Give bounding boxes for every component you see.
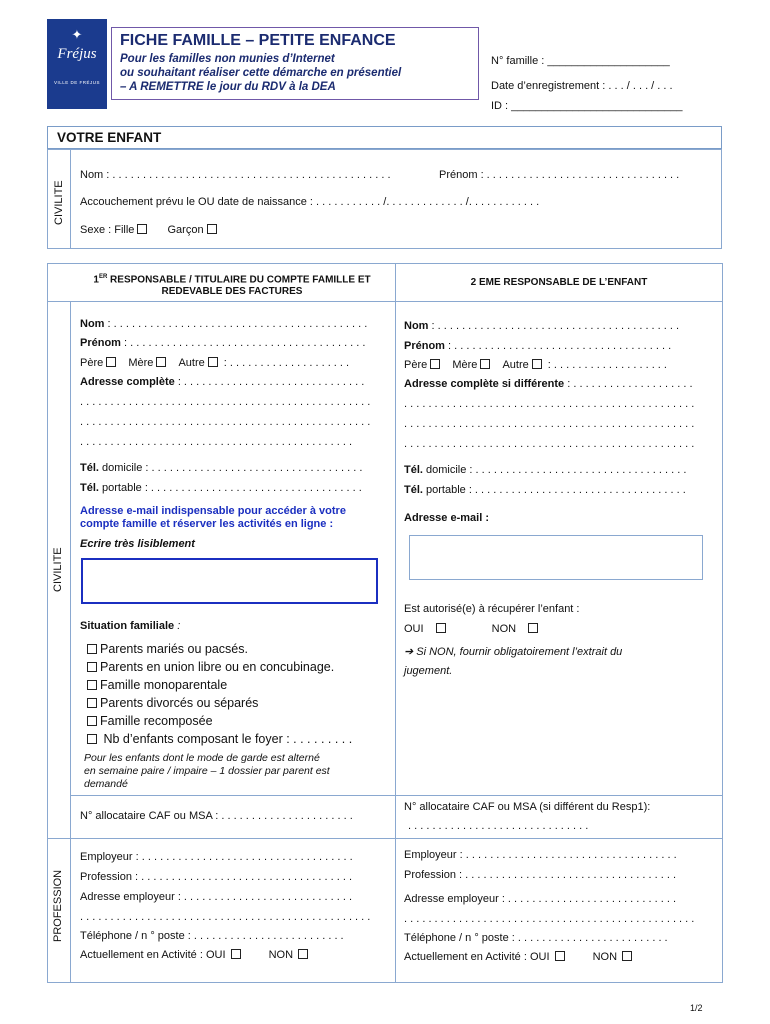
resp1-activite-oui-checkbox[interactable] (231, 949, 241, 959)
situation-checkbox[interactable] (87, 734, 97, 744)
resp1-autre-checkbox[interactable] (208, 357, 218, 367)
resp1-activite-non-checkbox[interactable] (298, 949, 308, 959)
resp2-mere-checkbox[interactable] (480, 359, 490, 369)
fille-checkbox[interactable] (137, 224, 147, 234)
situation-checkbox[interactable] (87, 716, 97, 726)
resp2-autre-checkbox[interactable] (532, 359, 542, 369)
situation-item: Parents mariés ou pacsés. (84, 642, 248, 656)
resp2-email-field[interactable] (409, 535, 703, 580)
resp2-activite-non-checkbox[interactable] (622, 951, 632, 961)
resp1-adresse-employeur: Adresse employeur : . . . . . . . . . . . . . . . . . . . . . . . . . . . . (80, 891, 353, 903)
resp2-adresse-employeur-line: . . . . . . . . . . . . . . . . . . . . . . . . . . . . . . . . . . . . . . . . . . . . . . . . (404, 913, 695, 925)
situation-title: Situation familiale : (80, 620, 181, 632)
enfant-section-title: VOTRE ENFANT (57, 130, 162, 145)
resp1-adresse-line: . . . . . . . . . . . . . . . . . . . . . . . . . . . . . . . . . . . . . . . . . . . . . (80, 436, 352, 448)
resp2-caf: N° allocataire CAF ou MSA (si différent du Resp1): (404, 801, 651, 813)
resp2-tel-portable: Tél. portable : . . . . . . . . . . . . . . . . . . . . . . . . . . . . . . . . . . . (404, 484, 686, 496)
situation-item: Famille monoparentale (84, 678, 227, 692)
resp1-email-label: Adresse e-mail indispensable pour accéder à votre compte famille et réserver les activités en ligne : (80, 505, 346, 530)
title-box (111, 27, 479, 100)
resp2-telephone: Téléphone / n ° poste : . . . . . . . . . . . . . . . . . . . . . . . . . (404, 932, 668, 944)
autorise-oui-checkbox[interactable] (436, 623, 446, 633)
id-field: ID : ____________________________ (491, 100, 683, 112)
enfant-naissance: Accouchement prévu le OU date de naissance : . . . . . . . . . . . /. . . . . . . . . . . . . /. . . . . . . . . . . . (80, 196, 540, 208)
resp1-header: 1ER RESPONSABLE / TITULAIRE DU COMPTE FAMILLE ET REDEVABLE DES FACTURES (93, 274, 371, 298)
frejus-logo (47, 19, 107, 109)
resp2-caf-line: . . . . . . . . . . . . . . . . . . . . . . . . . . . . . . (408, 820, 589, 832)
logo-small-text: VILLE DE FRÉJUS (53, 80, 100, 85)
autorise-label: Est autorisé(e) à récupérer l’enfant : (404, 603, 580, 615)
resp2-header: 2 EME RESPONSABLE DE L’ENFANT (470, 277, 648, 288)
resp1-lien: Père Mère Autre : . . . . . . . . . . . . . . . . . . . . (80, 357, 350, 369)
subtitle-1: Pour les familles non munies d’Internet (120, 53, 335, 65)
resp1-adresse-line: . . . . . . . . . . . . . . . . . . . . . . . . . . . . . . . . . . . . . . . . . . . . . . . . (80, 396, 371, 408)
resp2-activite-oui-checkbox[interactable] (555, 951, 565, 961)
resp1-pere-checkbox[interactable] (106, 357, 116, 367)
enfant-civilite-label: CIVILITE (53, 180, 65, 225)
situation-checkbox[interactable] (87, 644, 97, 654)
resp1-activite: Actuellement en Activité : OUI NON (80, 949, 311, 961)
resp1-profession: Profession : . . . . . . . . . . . . . . . . . . . . . . . . . . . . . . . . . . . (80, 871, 353, 883)
subtitle-2: ou souhaitant réaliser cette démarche en présentiel (120, 67, 402, 79)
situation-item: Nb d’enfants composant le foyer : . . . . . . . . . (84, 732, 352, 746)
resp1-nom: Nom : . . . . . . . . . . . . . . . . . . . . . . . . . . . . . . . . . . . . . . . . . . (80, 318, 368, 330)
resp1-employeur: Employeur : . . . . . . . . . . . . . . . . . . . . . . . . . . . . . . . . . . . (80, 851, 353, 863)
logo-city: Fréjus (57, 46, 97, 62)
resp-civilite-label: CIVILITE (52, 547, 64, 592)
resp1-adresse-line: . . . . . . . . . . . . . . . . . . . . . . . . . . . . . . . . . . . . . . . . . . . . . . . . (80, 416, 371, 428)
resp1-caf: N° allocataire CAF ou MSA : . . . . . . . . . . . . . . . . . . . . . . (80, 810, 353, 822)
resp2-adresse: Adresse complète si différente : . . . . . . . . . . . . . . . . . . . . (404, 378, 693, 390)
resp1-adresse-employeur-line: . . . . . . . . . . . . . . . . . . . . . . . . . . . . . . . . . . . . . . . . . . . . . . . . (80, 911, 371, 923)
resp2-adresse-employeur: Adresse employeur : . . . . . . . . . . . . . . . . . . . . . . . . . . . . (404, 893, 677, 905)
situation-checkbox[interactable] (87, 662, 97, 672)
profession-label: PROFESSION (52, 869, 64, 942)
enfant-prenom: Prénom : . . . . . . . . . . . . . . . . . . . . . . . . . . . . . . . . (439, 169, 680, 181)
enfant-section-bar (47, 126, 722, 149)
resp1-email-field[interactable] (81, 558, 378, 604)
page-title: FICHE FAMILLE – PETITE ENFANCE (120, 32, 396, 49)
logo-emblem-icon: ✦ (71, 27, 83, 42)
resp2-employeur: Employeur : . . . . . . . . . . . . . . . . . . . . . . . . . . . . . . . . . . . (404, 849, 677, 861)
subtitle-3: – A REMETTRE le jour du RDV à la DEA (120, 81, 336, 93)
resp2-adresse-line: . . . . . . . . . . . . . . . . . . . . . . . . . . . . . . . . . . . . . . . . . . . . . . . . (404, 438, 695, 450)
famille-number: N° famille : ____________________ (491, 55, 670, 67)
garde-alternee-note: Pour les enfants dont le mode de garde est alterné en semaine paire / impaire – 1 dossier par parent est demandé (84, 752, 330, 790)
garcon-label: Garçon (167, 224, 204, 236)
resp2-lien: Père Mère Autre : . . . . . . . . . . . . . . . . . . . (404, 359, 667, 371)
enfant-nom: Nom : . . . . . . . . . . . . . . . . . . . . . . . . . . . . . . . . . . . . . . . . . . . . . . (80, 169, 391, 181)
sexe-label: Sexe : Fille (80, 224, 135, 236)
resp2-activite: Actuellement en Activité : OUI NON (404, 951, 635, 963)
registration-date: Date d’enregistrement : . . . / . . . / . . . (491, 80, 673, 92)
resp1-adresse: Adresse complète : . . . . . . . . . . . . . . . . . . . . . . . . . . . . . . (80, 376, 365, 388)
resp2-nom: Nom : . . . . . . . . . . . . . . . . . . . . . . . . . . . . . . . . . . . . . . . . (404, 320, 680, 332)
resp2-pere-checkbox[interactable] (430, 359, 440, 369)
resp2-email-label: Adresse e-mail : (404, 512, 489, 524)
resp1-telephone: Téléphone / n ° poste : . . . . . . . . . . . . . . . . . . . . . . . . . (80, 930, 344, 942)
resp1-tel-portable: Tél. portable : . . . . . . . . . . . . . . . . . . . . . . . . . . . . . . . . . . . (80, 482, 362, 494)
enfant-sexe (80, 224, 220, 236)
autorise-non-checkbox[interactable] (528, 623, 538, 633)
resp1-prenom: Prénom : . . . . . . . . . . . . . . . . . . . . . . . . . . . . . . . . . . . . . . . (80, 337, 366, 349)
resp1-tel-domicile: Tél. domicile : . . . . . . . . . . . . . . . . . . . . . . . . . . . . . . . . . . . (80, 462, 363, 474)
resp2-adresse-line: . . . . . . . . . . . . . . . . . . . . . . . . . . . . . . . . . . . . . . . . . . . . . . . . (404, 398, 695, 410)
garcon-checkbox[interactable] (207, 224, 217, 234)
resp2-adresse-line: . . . . . . . . . . . . . . . . . . . . . . . . . . . . . . . . . . . . . . . . . . . . . . . . (404, 418, 695, 430)
page-number: 1/2 (690, 1003, 703, 1013)
autorise-options: OUI NON (404, 623, 541, 635)
situation-item: Famille recomposée (84, 714, 213, 728)
situation-checkbox[interactable] (87, 698, 97, 708)
resp2-profession: Profession : . . . . . . . . . . . . . . . . . . . . . . . . . . . . . . . . . . . (404, 869, 677, 881)
ecrire-lisiblement: Ecrire très lisiblement (80, 538, 195, 550)
situation-item: Parents divorcés ou séparés (84, 696, 258, 710)
resp2-tel-domicile: Tél. domicile : . . . . . . . . . . . . . . . . . . . . . . . . . . . . . . . . . . . (404, 464, 687, 476)
situation-item: Parents en union libre ou en concubinage. (84, 660, 334, 674)
si-non-note: ➔ Si NON, fournir obligatoirement l’extrait du jugement. (404, 646, 623, 677)
situation-checkbox[interactable] (87, 680, 97, 690)
resp2-prenom: Prénom : . . . . . . . . . . . . . . . . . . . . . . . . . . . . . . . . . . . . (404, 340, 672, 352)
resp1-mere-checkbox[interactable] (156, 357, 166, 367)
